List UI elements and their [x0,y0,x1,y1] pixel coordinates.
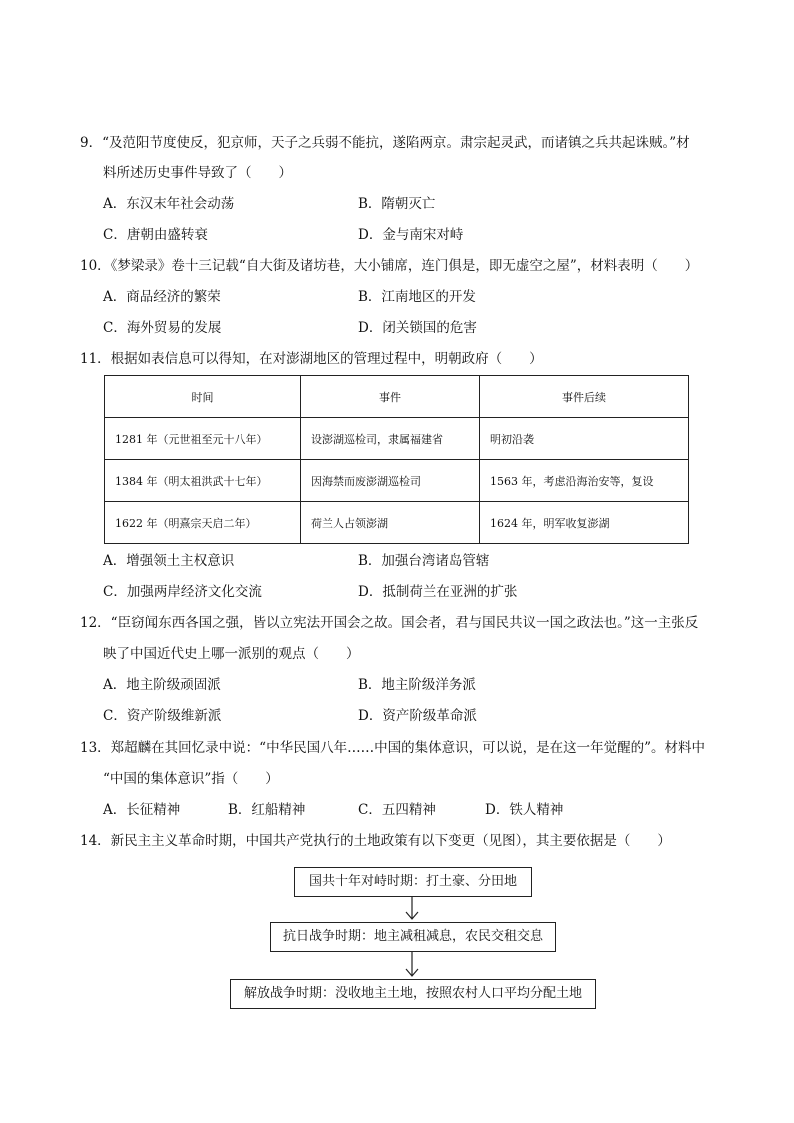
table-cell: 1624 年，明军收复澎湖 [480,502,689,544]
q13-stem-line1: 13．郑超麟在其回忆录中说：“中华民国八年……中国的集体意识，可以说，是在这一年觉醒的”。材料中 [80,740,705,756]
q11-info-table [104,375,689,544]
q13-option-d[interactable]: D．铁人精神 [485,802,564,818]
q13-option-b[interactable]: B．红船精神 [228,802,306,818]
q11-option-c[interactable]: C．加强两岸经济文化交流 [103,584,262,600]
flow-box-liberation-war: 解放战争时期：没收地主土地，按照农村人口平均分配土地 [230,979,596,1009]
q14-stem-line1: 14．新民主主义革命时期，中国共产党执行的土地政策有以下变更（见图），其主要依据是（ ） [80,833,671,849]
q13-stem-line2: “中国的集体意识”指（ ） [103,771,279,787]
q12-option-c[interactable]: C．资产阶级维新派 [103,708,222,724]
q12-option-a[interactable]: A．地主阶级顽固派 [103,677,221,693]
q11-stem-line1: 11．根据如表信息可以得知，在对澎湖地区的管理过程中，明朝政府（ ） [80,351,543,367]
q9-option-c[interactable]: C．唐朝由盛转衰 [103,227,208,243]
q11-option-a[interactable]: A．增强领土主权意识 [103,553,235,569]
q11-option-d[interactable]: D．抵制荷兰在亚洲的扩张 [358,584,518,600]
q12-option-b[interactable]: B．地主阶级洋务派 [358,677,476,693]
q9-stem-line2: 料所述历史事件导致了（ ） [103,165,292,181]
table-header-cell: 时间 [105,376,301,418]
table-cell: 1384 年（明太祖洪武十七年） [105,460,301,502]
arrow-down-icon [404,952,420,978]
q9-stem-line1: 9．“及范阳节度使反，犯京师，天子之兵弱不能抗，遂陷两京。肃宗起灵武，而诸镇之兵共起诛贼。”材 [80,135,690,151]
table-row [105,460,689,502]
q10-option-b[interactable]: B．江南地区的开发 [358,289,476,305]
q11-option-b[interactable]: B．加强台湾诸岛管辖 [358,553,490,569]
table-cell: 因海禁而废澎湖巡检司 [301,460,480,502]
q12-option-d[interactable]: D．资产阶级革命派 [358,708,477,724]
table-header-row [105,376,689,418]
q12-stem-line1: 12．“臣窃闻东西各国之强，皆以立宪法开国会之故。国会者，君与国民共议一国之政法也。”这一主张反 [80,615,699,631]
q13-option-c[interactable]: C．五四精神 [358,802,436,818]
table-row [105,502,689,544]
table-cell: 设澎湖巡检司，隶属福建省 [301,418,480,460]
table-cell: 荷兰人占领澎湖 [301,502,480,544]
q10-option-c[interactable]: C．海外贸易的发展 [103,320,222,336]
q10-stem-line1: 10．《梦梁录》卷十三记载“自大街及诸坊巷，大小铺席，连门俱是，即无虚空之屋”，材料表明（ ） [80,258,699,274]
q9-option-a[interactable]: A．东汉末年社会动荡 [103,196,235,212]
table-header-cell: 事件 [301,376,480,418]
q9-option-d[interactable]: D．金与南宋对峙 [358,227,464,243]
flow-box-anti-japanese-war: 抗日战争时期：地主减租减息，农民交租交息 [270,922,556,952]
q10-option-a[interactable]: A．商品经济的繁荣 [103,289,221,305]
table-cell: 1622 年（明熹宗天启二年） [105,502,301,544]
table-row [105,418,689,460]
q9-option-b[interactable]: B．隋朝灭亡 [358,196,436,212]
flow-box-civil-war: 国共十年对峙时期：打土豪、分田地 [294,867,532,897]
q12-stem-line2: 映了中国近代史上哪一派别的观点（ ） [103,646,360,662]
table-cell: 1281 年（元世祖至元十八年） [105,418,301,460]
q13-option-a[interactable]: A．长征精神 [103,802,181,818]
table-cell: 明初沿袭 [480,418,689,460]
q10-option-d[interactable]: D．闭关锁国的危害 [358,320,477,336]
arrow-down-icon [404,897,420,921]
table-header-cell: 事件后续 [480,376,689,418]
table-cell: 1563 年，考虑沿海治安等，复设 [480,460,689,502]
